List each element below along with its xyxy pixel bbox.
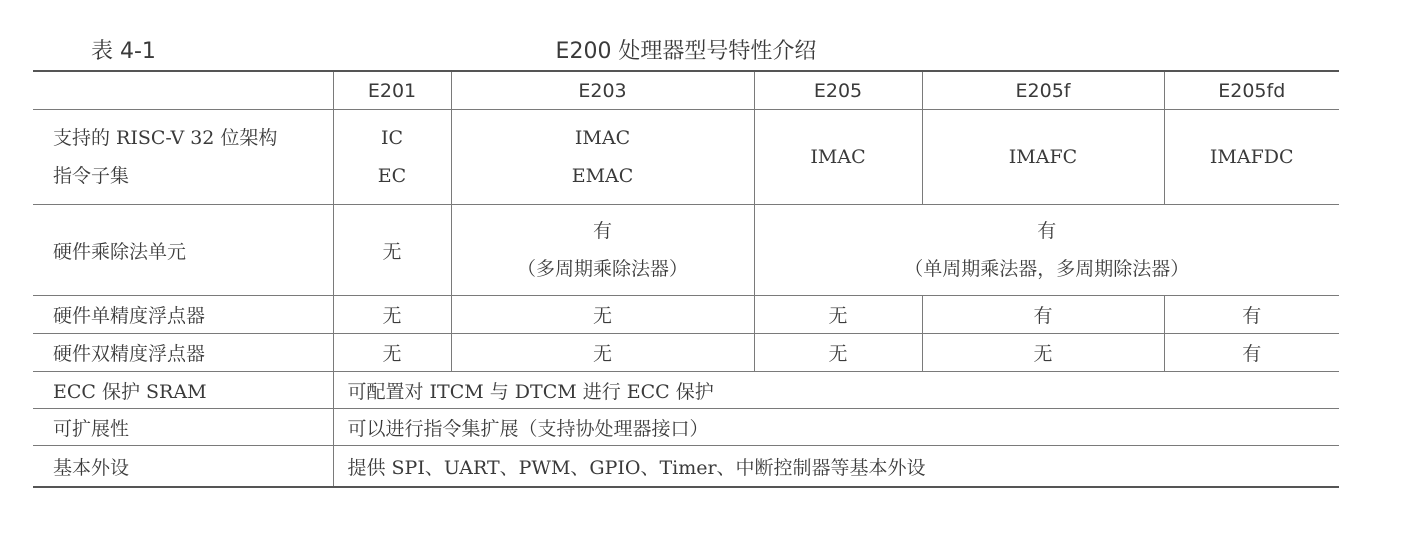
row-label-mul-div: 硬件乘除法单元 [33, 205, 333, 296]
header-cell-e205fd: E205fd [1164, 71, 1339, 110]
cell-extensibility-value: 可以进行指令集扩展（支持协处理器接口） [333, 409, 1339, 446]
cell-mul-div-e201: 无 [333, 205, 451, 296]
cell-isa-e201-line1: IC [380, 127, 404, 149]
header-cell-e205: E205 [754, 71, 922, 110]
cell-double-fp-e205: 无 [754, 334, 922, 372]
cell-single-fp-e205: 无 [754, 296, 922, 334]
cell-isa-e205f: IMAFC [922, 110, 1164, 205]
row-label-single-fp: 硬件单精度浮点器 [33, 296, 333, 334]
header-cell-empty [33, 71, 333, 110]
cell-mul-div-e203-line2: （多周期乘除法器） [516, 258, 688, 280]
cell-double-fp-e201: 无 [333, 334, 451, 372]
cell-mul-div-e205-group [754, 205, 1339, 296]
table-row-isa [33, 110, 1339, 205]
cell-mul-div-e203 [451, 205, 754, 296]
table-row-mul-div [33, 205, 1339, 296]
row-label-peripherals: 基本外设 [33, 446, 333, 488]
table-row-ecc [33, 372, 1339, 409]
row-label-isa-line2: 指令子集 [53, 165, 130, 187]
cell-isa-e201-line2: EC [377, 165, 407, 187]
cell-isa-e205: IMAC [754, 110, 922, 205]
table-row-single-fp [33, 296, 1339, 334]
cell-double-fp-e205fd: 有 [1164, 334, 1339, 372]
row-label-isa-line1: 支持的 RISC-V 32 位架构 [53, 127, 278, 149]
cell-ecc-value: 可配置对 ITCM 与 DTCM 进行 ECC 保护 [333, 372, 1339, 409]
row-label-isa [33, 110, 333, 205]
cell-peripherals-value: 提供 SPI、UART、PWM、GPIO、Timer、中断控制器等基本外设 [333, 446, 1339, 488]
table-row-peripherals [33, 446, 1339, 488]
table-caption [33, 28, 1339, 68]
cell-isa-e203-line2: EMAC [571, 165, 634, 187]
header-cell-e205f: E205f [922, 71, 1164, 110]
table-number: 表 4-1 [91, 39, 156, 64]
row-label-extensibility: 可扩展性 [33, 409, 333, 446]
cell-mul-div-e205-group-line2: （单周期乘法器，多周期除法器） [904, 258, 1190, 280]
table-row-extensibility [33, 409, 1339, 446]
cell-isa-e203 [451, 110, 754, 205]
cell-single-fp-e205fd: 有 [1164, 296, 1339, 334]
cell-double-fp-e203: 无 [451, 334, 754, 372]
processor-spec-table [33, 70, 1339, 488]
cell-isa-e205fd: IMAFDC [1164, 110, 1339, 205]
cell-isa-e201 [333, 110, 451, 205]
cell-isa-e203-line1: IMAC [574, 127, 631, 149]
table-header-row [33, 71, 1339, 110]
row-label-double-fp: 硬件双精度浮点器 [33, 334, 333, 372]
cell-single-fp-e203: 无 [451, 296, 754, 334]
cell-double-fp-e205f: 无 [922, 334, 1164, 372]
cell-mul-div-e203-line1: 有 [592, 220, 612, 242]
header-cell-e201: E201 [333, 71, 451, 110]
cell-single-fp-e201: 无 [333, 296, 451, 334]
table-title: E200 处理器型号特性介绍 [555, 39, 817, 64]
cell-single-fp-e205f: 有 [922, 296, 1164, 334]
header-cell-e203: E203 [451, 71, 754, 110]
table-row-double-fp [33, 334, 1339, 372]
row-label-ecc: ECC 保护 SRAM [33, 372, 333, 409]
cell-mul-div-e205-group-line1: 有 [1037, 220, 1057, 242]
